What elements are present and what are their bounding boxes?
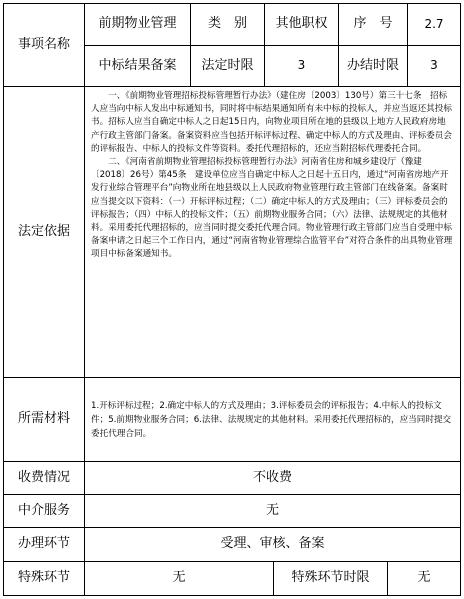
statutory-limit-label: 法定时限 [190,45,265,87]
legal-basis-label: 法定依据 [3,86,85,378]
special-step-time-label: 特殊环节时限 [273,561,388,596]
category-value: 其他职权 [264,3,339,46]
agency-value: 无 [84,494,461,528]
legal-basis-content [84,86,461,378]
item-name-line2: 中标结果备案 [84,45,191,87]
item-name-line1: 前期物业管理 [84,3,191,46]
process-value: 受理、审核、备案 [84,527,461,562]
fee-label: 收费情况 [3,461,85,495]
seq-value: 2.7 [407,3,461,46]
special-step-time-value: 无 [387,561,461,596]
legal-basis-para-2: 二、《河南省前期物业管理招标投标管理暂行办法》河南省住房和城乡建设厅（豫建〔2018〕26号）第45条 建设单位应当自确定中标人之日起十五日内，通过“河南省房地产开发行业综合管理平台”向物业所在地县级以上人民政府物业管理行政主管部门在线备案。备案时应当提交以下资料：（一）开标评标过程；（二）确定中标人的方式及理由；（三）评标委员会的评标报告；（四）中标人的投标文件；（五）前期物业服务合同；（六）法律、法规规定的其他材料。采用委托代理招标的，应当同时提交委托代理合同。物业管理行政主管部门应当自受理中标备案申请之日起三个工作日内，通过“河南省物业管理综合监管平台”对符合条件的出具物业管理项目中标备案通知书。 [91,157,453,260]
deadline-value: 3 [407,45,461,87]
matter-table [3,3,461,596]
category-label: 类 别 [190,3,265,46]
materials-label: 所需材料 [3,377,85,462]
legal-basis-para-1: 一、《前期物业管理招标投标管理暂行办法》（建住房〔2003〕130号）第三十七条 招标人应当向中标人发出中标通知书，同时将中标结果通知所有未中标的投标人，并应当返还其投标书。招标人应当自确定中标人之日起15日内，向物业项目所在地的县级以上地方人民政府房地产行政主管部门备案。备案资料应当包括开标评标过程、确定中标人的方式及理由、评标委员会的评标报告、中标人的投标文件等资料。委托代理招标的，还应当附招标代理委托合同。 [91,91,452,154]
process-label: 办理环节 [3,527,85,562]
materials-content: 1.开标评标过程；2.确定中标人的方式及理由；3.评标委员会的评标报告；4.中标人的投标文件；5.前期物业服务合同；6.法律、法规规定的其他材料。采用委托代理招标的，应当同时提交委托代理合同。 [84,377,461,462]
agency-label: 中介服务 [3,494,85,528]
special-step-label: 特殊环节 [3,561,85,596]
statutory-limit-value: 3 [264,45,339,87]
deadline-label: 办结时限 [338,45,408,87]
fee-value: 不收费 [84,461,461,495]
item-name-label: 事项名称 [3,3,85,87]
seq-label: 序 号 [338,3,408,46]
special-step-value: 无 [84,561,274,596]
